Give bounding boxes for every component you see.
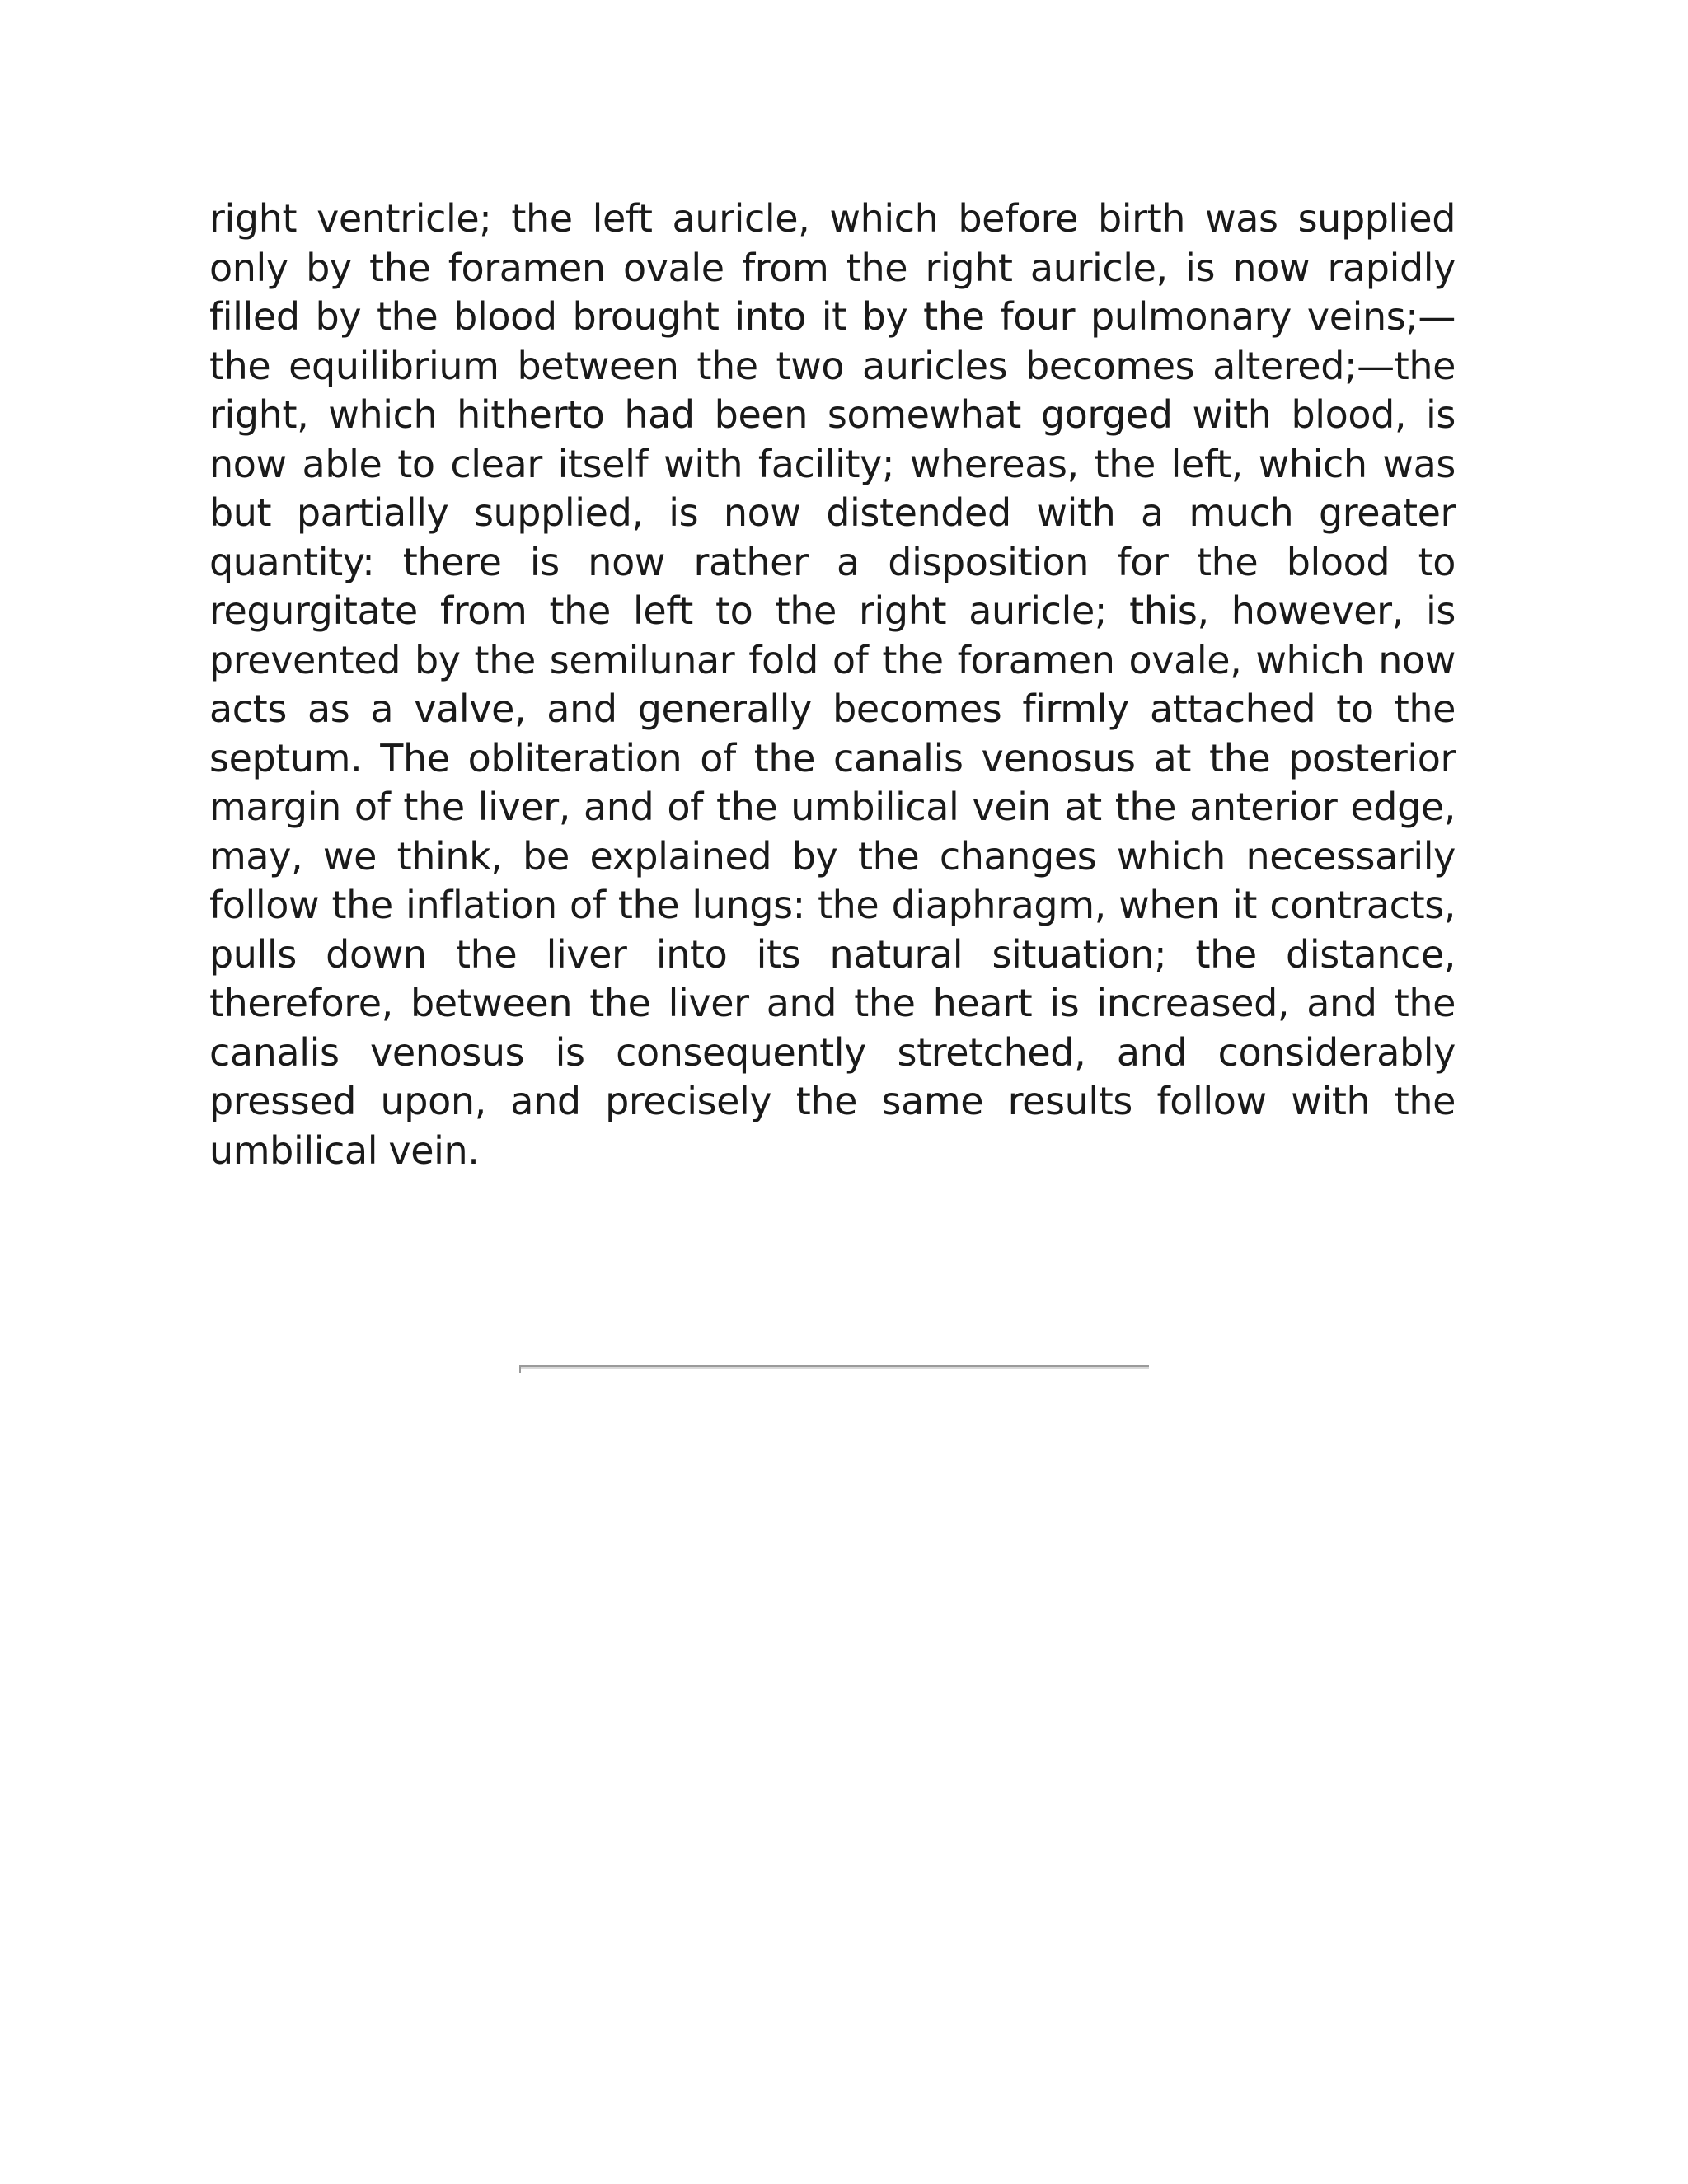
section-divider (519, 1365, 1149, 1369)
body-text (209, 194, 1456, 1175)
paragraph: right ventricle; the left auricle, which before birth was supplied only by the foramen ovale from the right auricle, is now rapidly filled by the blood brought into it by the four pulmonary veins;—the equilibrium between the two auricles becomes altered;—the right, which hitherto had been somewhat gorged with blood, is now able to clear itself with facility; whereas, the left, which was but partially supplied, is now distended with a much greater quantity: there is now rather a disposition for the blood to regurgitate from the left to the right auricle; this, however, is prevented by the semilunar fold of the foramen ovale, which now acts as a valve, and generally becomes firmly attached to the septum. The obliteration of the canalis venosus at the posterior margin of the liver, and of the umbilical vein at the anterior edge, may, we think, be explained by the changes which necessarily follow the inflation of the lungs: the diaphragm, when it contracts, pulls down the liver into its natural situation; the distance, therefore, between the liver and the heart is increased, and the canalis venosus is consequently stretched, and considerably pressed upon, and precisely the same results follow with the umbilical vein. (209, 196, 1456, 1173)
